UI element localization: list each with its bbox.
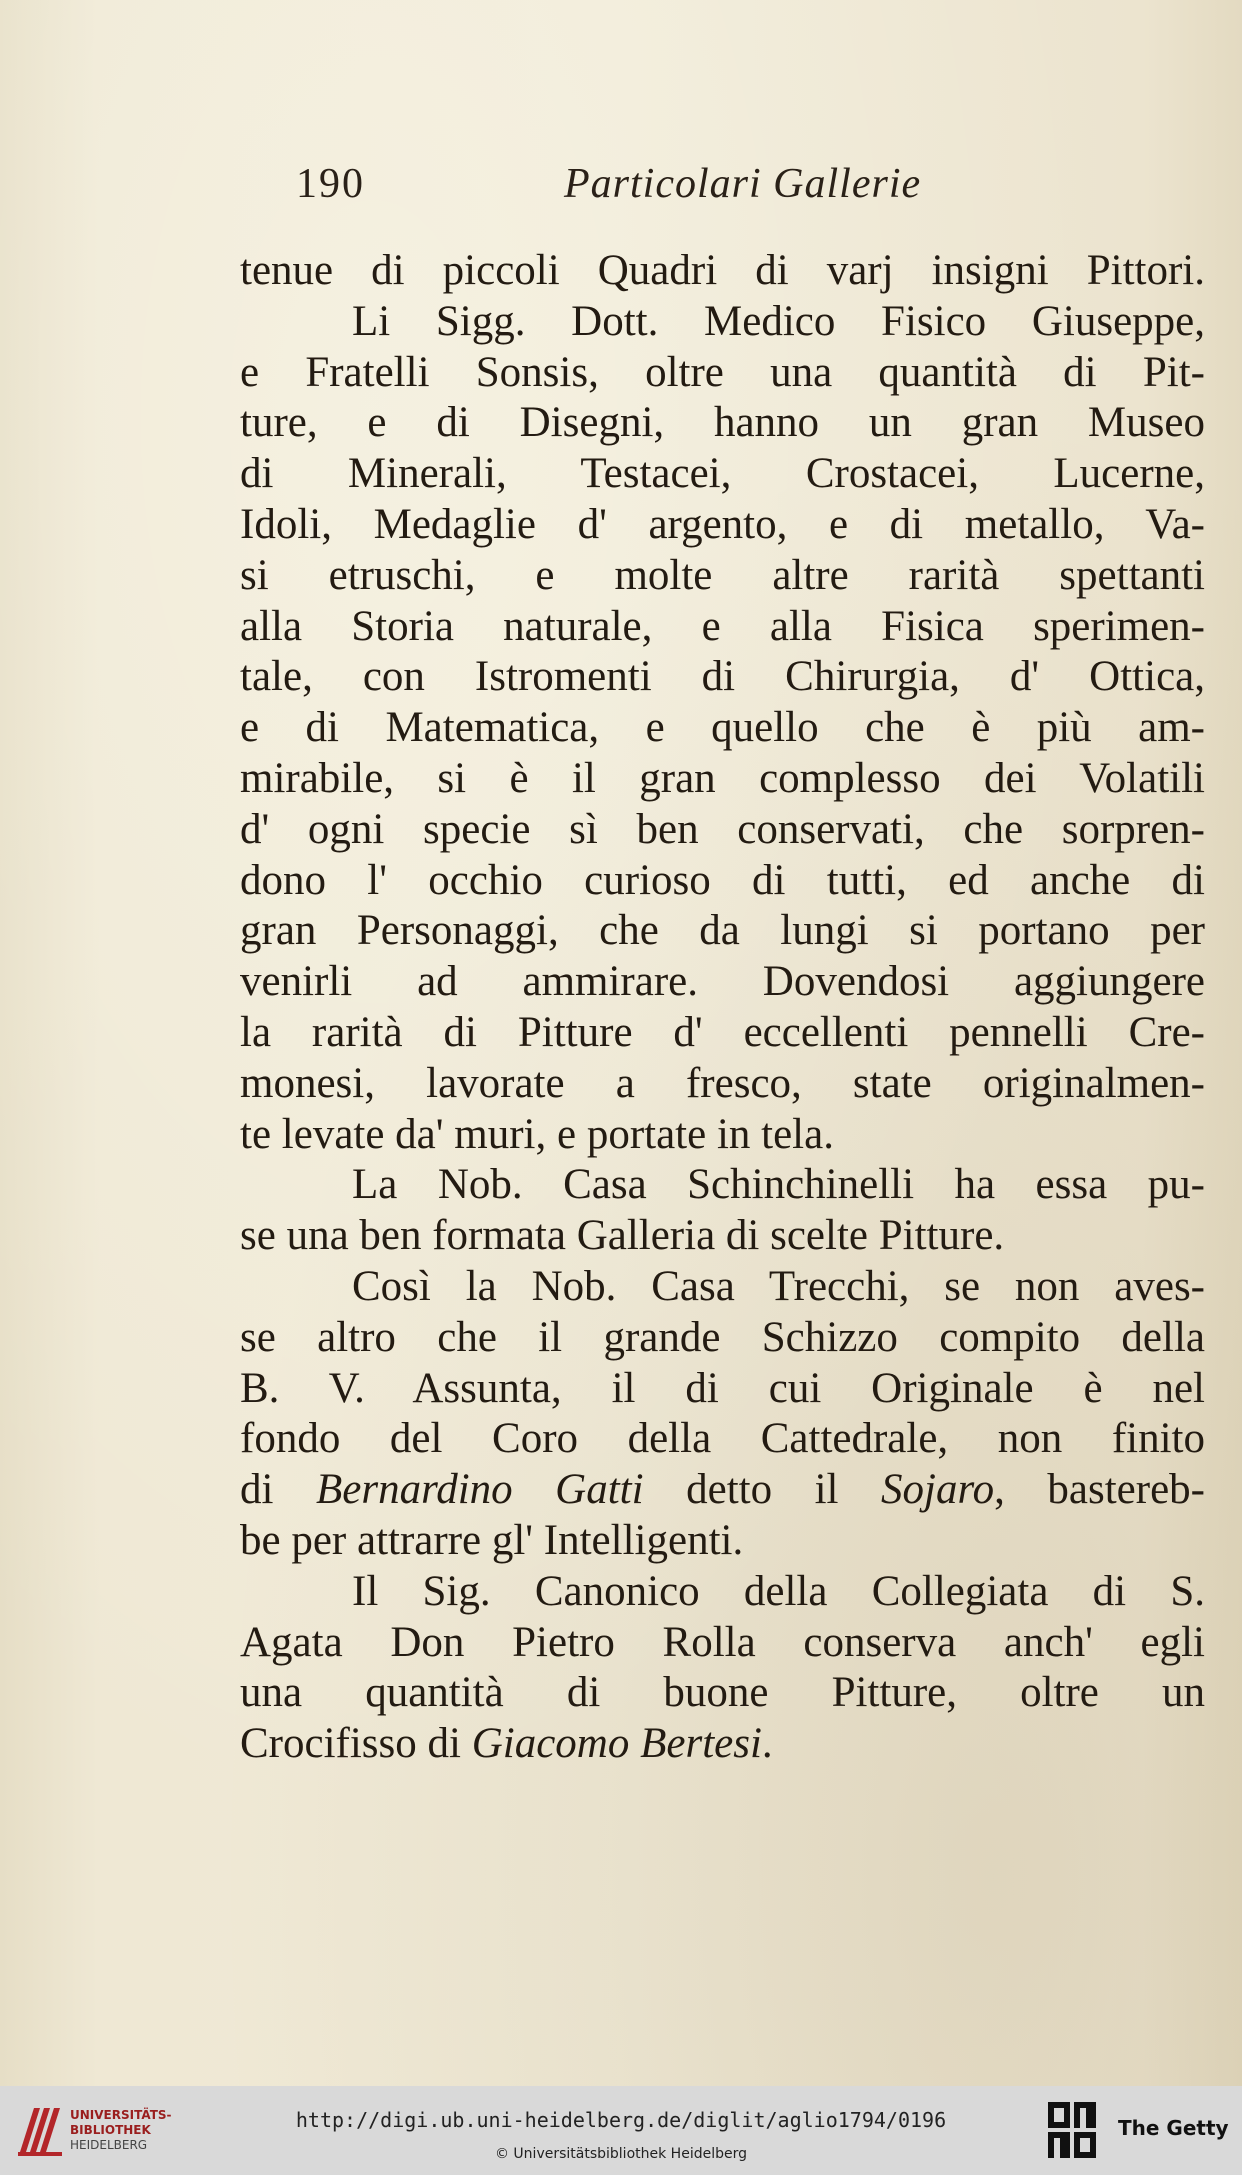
library-name: UNIVERSITÄTS- BIBLIOTHEK HEIDELBERG	[70, 2108, 172, 2152]
text-line: gran Personaggi, che da lungi si portano per	[240, 907, 1205, 955]
copyright-notice: © Universitätsbibliothek Heidelberg	[494, 2146, 747, 2162]
text-line: fondo del Coro della Cattedrale, non finito	[240, 1415, 1205, 1463]
text-line: tenue di piccoli Quadri di varj insigni Pittori.	[240, 247, 1205, 294]
artist-nickname: Sojaro	[881, 1466, 995, 1514]
text-line: una quantità di buone Pitture, oltre un	[240, 1669, 1205, 1717]
text-line: monesi, lavorate a fresco, state originalmen-	[240, 1059, 1205, 1107]
artist-name: Bernardino Gatti	[315, 1466, 644, 1514]
text-line: e Fratelli Sonsis, oltre una quantità di Pit-	[240, 348, 1205, 396]
text-line: Li Sigg. Dott. Medico Fisico Giuseppe,	[352, 297, 1205, 345]
text-line: Il Sig. Canonico della Collegiata di S.	[352, 1567, 1205, 1615]
text-line: be per attrarre gl' Intelligenti.	[240, 1516, 744, 1564]
page-header	[240, 160, 940, 220]
text-line: dono l' occhio curioso di tutti, ed anche di	[240, 856, 1205, 904]
text-line: Agata Don Pietro Rolla conserva anch' egli	[240, 1618, 1205, 1666]
text-line: Così la Nob. Casa Trecchi, se non aves-	[352, 1262, 1205, 1310]
text-line: di Minerali, Testacei, Crostacei, Lucerne,	[240, 450, 1205, 498]
permalink-url[interactable]: http://digi.ub.uni-heidelberg.de/diglit/aglio1794/0196	[295, 2108, 947, 2132]
text-line: venirli ad ammirare. Dovendosi aggiungere	[240, 958, 1205, 1006]
running-title: Particolari Gallerie	[564, 161, 922, 207]
text-line: d' ogni specie sì ben conservati, che sorpren-	[240, 805, 1205, 853]
text-line: tale, con Istromenti di Chirurgia, d' Ottica,	[240, 653, 1205, 701]
text-line: mirabile, si è il gran complesso dei Volatili	[240, 754, 1205, 802]
getty-logo-icon	[1046, 2100, 1098, 2160]
text-line: di Bernardino Gatti detto il Sojaro, bastereb-	[240, 1466, 1205, 1514]
text-line: si etruschi, e molte altre rarità spettanti	[240, 551, 1205, 599]
sponsor-name: The Getty	[1118, 2116, 1229, 2140]
text-line: Idoli, Medaglie d' argento, e di metallo, Va-	[240, 500, 1205, 548]
text-line: te levate da' muri, e portate in tela.	[240, 1110, 834, 1158]
text-line: se altro che il grande Schizzo compito della	[240, 1313, 1205, 1361]
text-line: la rarità di Pitture d' eccellenti pennelli Cre-	[240, 1008, 1205, 1056]
viewer-footer	[0, 2086, 1242, 2175]
text-line: ture, e di Disegni, hanno un gran Museo	[240, 399, 1205, 447]
page-number: 190	[296, 161, 365, 207]
body-text	[240, 246, 1205, 1770]
text-line: Crocifisso di Giacomo Bertesi.	[240, 1720, 773, 1768]
artist-name: Giacomo Bertesi	[471, 1720, 762, 1768]
text-line: e di Matematica, e quello che è più am-	[240, 704, 1205, 752]
text-line: La Nob. Casa Schinchinelli ha essa pu-	[352, 1161, 1205, 1209]
text-line: alla Storia naturale, e alla Fisica sperimen-	[240, 602, 1205, 650]
text-line: B. V. Assunta, il di cui Originale è nel	[240, 1364, 1205, 1412]
text-line: se una ben formata Galleria di scelte Pitture.	[240, 1212, 1005, 1260]
